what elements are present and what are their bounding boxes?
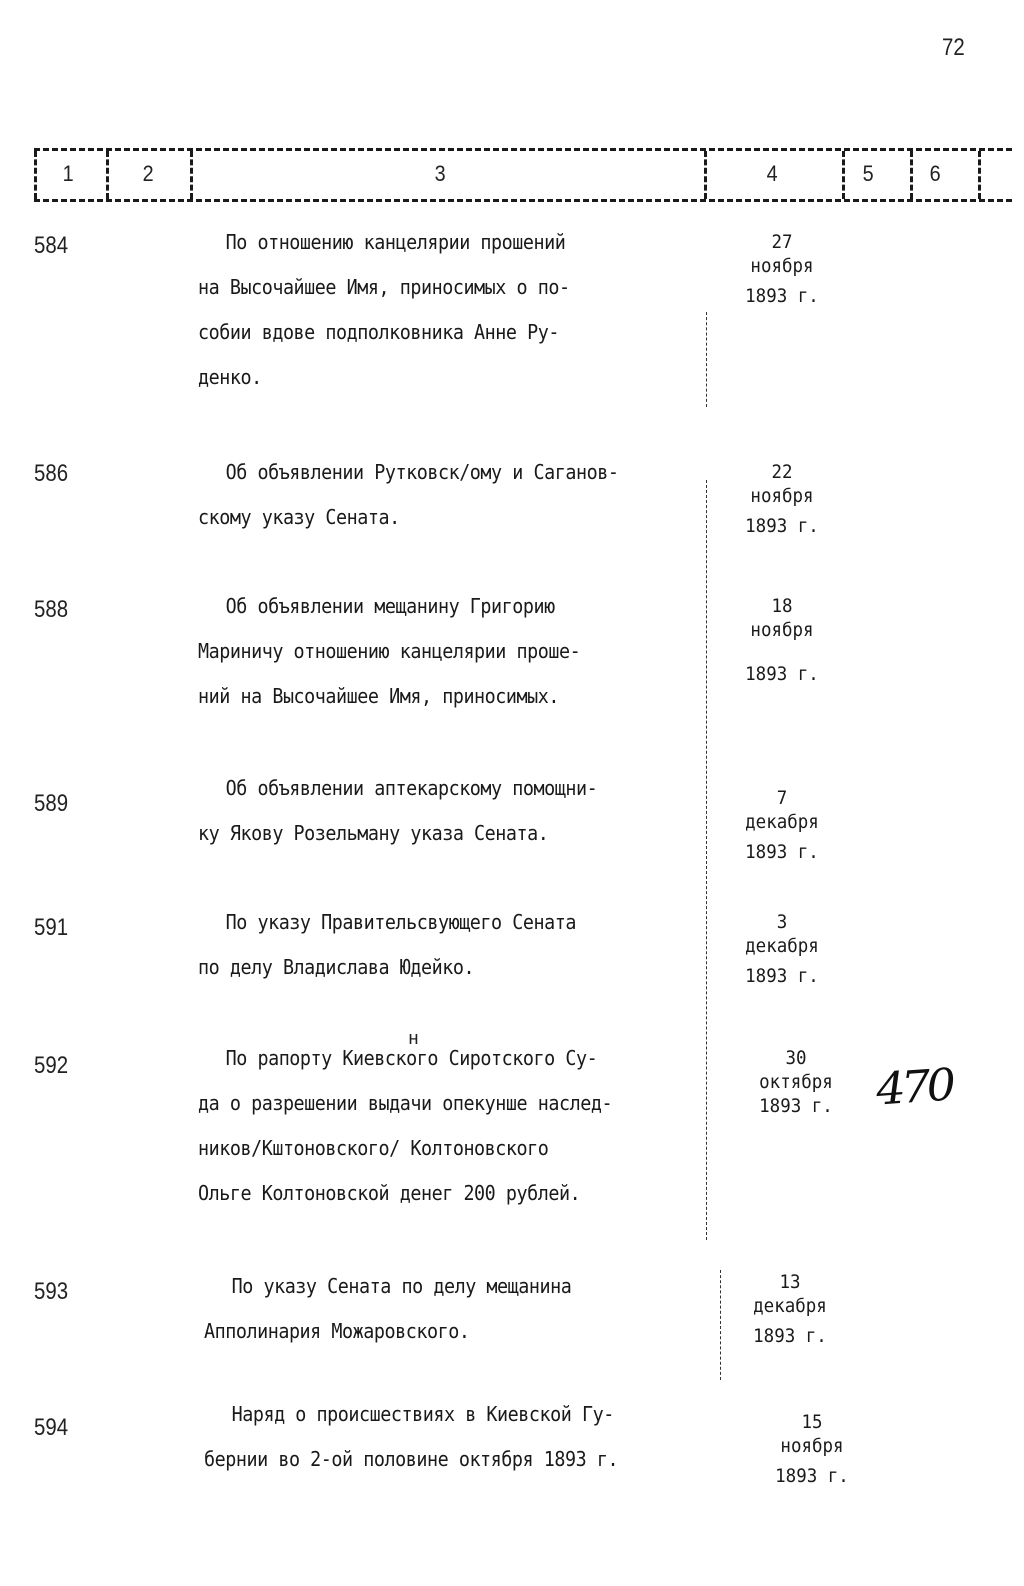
page-number: 72	[942, 34, 965, 61]
column-divider	[34, 151, 37, 199]
entry-line: Апполинария Можаровского.	[204, 1319, 470, 1343]
entry-number: 592	[34, 1052, 69, 1079]
entry-line: ний на Высочайшее Имя, приносимых.	[198, 684, 560, 708]
entry-number: 591	[34, 914, 69, 941]
date-day: 13	[779, 1271, 801, 1293]
entry-number: 588	[34, 596, 69, 623]
entry-line: Ольге Колтоновской денег 200 рублей.	[198, 1181, 581, 1205]
handwritten-annotation: 470	[874, 1059, 954, 1116]
column-divider-line	[706, 312, 707, 407]
entry-number: 593	[34, 1278, 69, 1305]
date-day: 3	[776, 911, 788, 933]
typed-correction: н	[408, 1028, 419, 1049]
entry-line: скому указу Сената.	[198, 505, 400, 529]
date-month: ноября	[750, 255, 814, 277]
entry-line: ников/Кштоновского/ Колтоновского	[198, 1136, 549, 1160]
table-header	[34, 148, 1012, 202]
column-divider	[704, 151, 707, 199]
entry-description	[198, 1036, 676, 1216]
date-day: 27	[771, 231, 793, 253]
date-year: 1893 г.	[759, 1095, 833, 1117]
column-divider	[978, 151, 981, 199]
entry-date	[757, 1410, 867, 1488]
date-month: ноября	[750, 485, 814, 507]
column-header-6: 6	[929, 161, 941, 186]
entry-date	[727, 594, 837, 686]
entry-description	[198, 450, 676, 540]
date-month: ноября	[750, 619, 814, 641]
column-divider	[842, 151, 845, 199]
entry-number: 589	[34, 790, 69, 817]
entry-line: По рапорту Киевского Сиротского Су-	[225, 1046, 598, 1070]
entry-line: Об объявлении мещанину Григорию	[225, 594, 555, 618]
date-year: 1893 г.	[745, 515, 819, 537]
entry-line: Об объявлении Рутковск/ому и Саганов-	[225, 460, 619, 484]
column-header-1: 1	[62, 161, 74, 186]
date-year: 1893 г.	[753, 1325, 827, 1347]
date-day: 18	[771, 595, 793, 617]
date-year: 1893 г.	[745, 663, 819, 685]
entry-line: денко.	[198, 365, 262, 389]
entry-line: Об объявлении аптекарскому помощни-	[225, 776, 598, 800]
entry-date	[727, 460, 837, 538]
entry-line: собии вдове подполковника Анне Ру-	[198, 320, 560, 344]
date-day: 22	[771, 461, 793, 483]
entry-line: По указу Сената по делу мещанина	[231, 1274, 572, 1298]
entry-number: 594	[34, 1414, 69, 1441]
entry-line: ку Якову Розельману указа Сената.	[198, 821, 549, 845]
column-divider	[106, 151, 109, 199]
entry-description	[198, 900, 676, 990]
entry-date	[727, 786, 837, 864]
entry-line: По указу Правительсвующего Сената	[225, 910, 576, 934]
column-divider	[190, 151, 193, 199]
date-year: 1893 г.	[745, 841, 819, 863]
entry-date	[727, 230, 837, 308]
column-divider	[910, 151, 913, 199]
column-divider-line	[720, 1270, 721, 1380]
entry-number: 584	[34, 232, 69, 259]
date-year: 1893 г.	[775, 1465, 849, 1487]
column-divider-line	[706, 480, 707, 1240]
date-month: ноября	[780, 1435, 844, 1457]
date-month: декабря	[745, 935, 819, 957]
entry-description	[198, 220, 676, 400]
entry-date	[741, 1046, 851, 1118]
entry-line: Наряд о происшествиях в Киевской Гу-	[231, 1402, 614, 1426]
entry-line: Мариничу отношению канцелярии проше-	[198, 639, 581, 663]
entry-description	[204, 1392, 682, 1482]
entry-line: бернии во 2-ой половине октября 1893 г.	[204, 1447, 619, 1471]
date-day: 30	[785, 1047, 807, 1069]
entry-date	[735, 1270, 845, 1348]
column-header-5: 5	[862, 161, 874, 186]
date-year: 1893 г.	[745, 965, 819, 987]
entry-line: на Высочайшее Имя, приносимых о по-	[198, 275, 570, 299]
entry-number: 586	[34, 460, 69, 487]
column-header-4: 4	[766, 161, 778, 186]
column-header-2: 2	[142, 161, 154, 186]
date-month: декабря	[745, 811, 819, 833]
entry-description	[198, 584, 676, 719]
date-year: 1893 г.	[745, 285, 819, 307]
entry-line: по делу Владислава Юдейко.	[198, 955, 475, 979]
entry-description	[204, 1264, 682, 1354]
column-header-3: 3	[434, 161, 446, 186]
date-day: 7	[776, 787, 788, 809]
entry-description	[198, 766, 676, 856]
date-day: 15	[801, 1411, 823, 1433]
date-month: декабря	[753, 1295, 827, 1317]
date-month: октября	[759, 1071, 833, 1093]
entry-date	[727, 910, 837, 988]
entry-line: По отношению канцелярии прошений	[225, 230, 566, 254]
entry-line: да о разрешении выдачи опекунше наслед-	[198, 1091, 613, 1115]
